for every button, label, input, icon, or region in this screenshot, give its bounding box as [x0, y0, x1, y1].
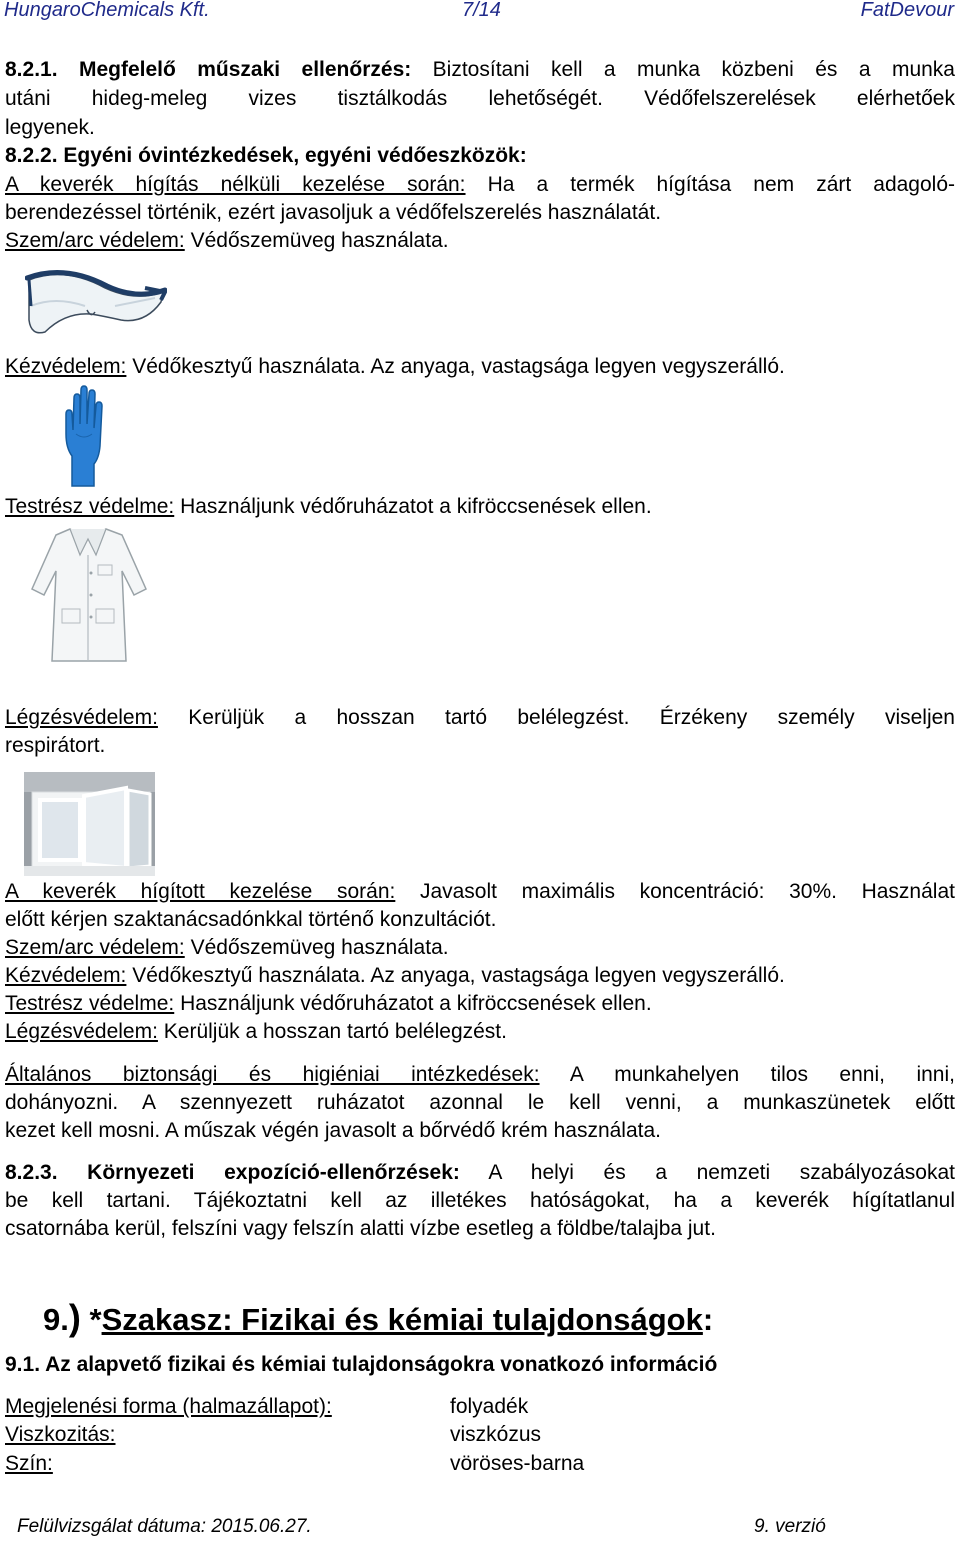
general-text1: A munkahelyen tilos enni, inni, [569, 1063, 955, 1086]
diluted-resp-label: Légzésvédelem: [5, 1020, 158, 1043]
diluted-body-text: Használjunk védőruházatot a kifröccsenések ellen. [180, 992, 652, 1015]
s823-text3: csatornába kerül, felszíni vagy felszín alatti vízbe esetleg a földbe/talajba jut. [5, 1217, 716, 1240]
diluted-text2: előtt kérjen szaktanácsadónkkal történő konzultációt. [5, 908, 497, 931]
diluted-body-label: Testrész védelme: [5, 992, 175, 1015]
diluted-hand-line [5, 962, 955, 990]
diluted-eye-text: Védőszemüveg használata. [190, 936, 449, 959]
section9-star: * [89, 1302, 102, 1337]
section9-paren: ) [68, 1297, 81, 1338]
hand-protection-text: Védőkesztyű használata. Az anyaga, vastagsága legyen vegyszerálló. [132, 355, 785, 378]
undiluted-label: A keverék hígítás nélküli kezelése során: [5, 173, 466, 196]
prop-color-label: Szín: [5, 1452, 53, 1475]
body-protection-text: Használjunk védőruházatot a kifröccsenések ellen. [180, 495, 652, 518]
eye-protection-line [5, 227, 955, 255]
s823-line1 [5, 1159, 955, 1187]
s823-title: Környezeti expozíció-ellenőrzések: [87, 1161, 460, 1184]
s821-line2: utáni hideg-meleg vizes tisztálkodás lehetőségét. Védőfelszerelések elérhetőek [5, 87, 955, 110]
section9-title: Szakasz: Fizikai és kémiai tulajdonságok [101, 1302, 703, 1337]
header-product-name: FatDevour [860, 0, 954, 21]
diluted-text1: Javasolt maximális koncentráció: 30%. Használat [419, 880, 955, 903]
general-text3: kezet kell mosni. A műszak végén javasolt a bőrvédő krém használata. [5, 1119, 662, 1142]
s823-number: 8.2.3. [5, 1161, 58, 1184]
resp-protection-text1: Kerüljük a hosszan tartó belélegzést. Érzékeny személy viseljen [188, 706, 955, 729]
footer-review-date: Felülvizsgálat dátuma: 2015.06.27. [17, 1516, 312, 1537]
general-label: Általános biztonsági és higiéniai intézkedések: [5, 1063, 540, 1086]
prop-appearance-value: folyadék [450, 1395, 529, 1418]
diluted-eye-line [5, 934, 955, 962]
prop-appearance-label: Megjelenési forma (halmazállapot): [5, 1395, 332, 1418]
undiluted-text2: berendezéssel történik, ezért javasoljuk a védőfelszerelés használatát. [5, 201, 662, 224]
s821-line1 [5, 56, 955, 84]
undiluted-text1: Ha a termék hígítása nem zárt adagoló- [487, 173, 956, 196]
lab-coat-icon [30, 525, 148, 663]
open-window-icon [24, 772, 155, 876]
s822-heading [5, 142, 955, 170]
resp-protection-label: Légzésvédelem: [5, 706, 158, 729]
diluted-eye-label: Szem/arc védelem: [5, 936, 185, 959]
prop-viscosity-value: viszkózus [450, 1423, 542, 1446]
diluted-body-line [5, 990, 955, 1018]
diluted-line1 [5, 878, 955, 906]
s821-number: 8.2.1. [5, 58, 58, 81]
diluted-label: A keverék hígított kezelése során: [5, 880, 396, 903]
hand-protection-label: Kézvédelem: [5, 355, 127, 378]
diluted-resp-line [5, 1018, 955, 1046]
diluted-hand-text: Védőkesztyű használata. Az anyaga, vastagsága legyen vegyszerálló. [132, 964, 785, 987]
s821-text1: Biztosítani kell a munka közbeni és a munka [432, 58, 955, 81]
eye-protection-text: Védőszemüveg használata. [190, 229, 449, 252]
section9-colon: : [702, 1302, 714, 1337]
s821-line3: legyenek. [5, 116, 95, 139]
eye-protection-label: Szem/arc védelem: [5, 229, 185, 252]
header-company: HungaroChemicals Kft. [4, 0, 210, 21]
diluted-hand-label: Kézvédelem: [5, 964, 127, 987]
header-page-number: 7/14 [462, 0, 501, 21]
section91-heading: 9.1. Az alapvető fizikai és kémiai tulajdonságokra vonatkozó információ [5, 1353, 718, 1376]
s823-text2: be kell tartani. Tájékoztatni kell az illetékes hatóságokat, ha a keverék hígítatlanul [5, 1189, 955, 1212]
s822-title: Egyéni óvintézkedések, egyéni védőeszközök: [63, 144, 527, 167]
general-text2: dohányozni. A szennyezett ruházatot azonnal le kell venni, a munkaszünetek előtt [5, 1091, 955, 1114]
section9-number: 9. [43, 1302, 69, 1337]
glove-icon [64, 384, 104, 488]
prop-viscosity-label: Viszkozitás: [5, 1423, 116, 1446]
s823-text1: A helyi és a nemzeti szabályozásokat [488, 1161, 955, 1184]
s822-undiluted-line1 [5, 171, 955, 199]
safety-goggles-icon [25, 266, 167, 340]
section9-heading [43, 1299, 713, 1339]
footer-version: 9. verzió [754, 1516, 826, 1537]
body-protection-label: Testrész védelme: [5, 495, 175, 518]
body-protection-line [5, 493, 955, 521]
resp-protection-text2: respirátort. [5, 734, 106, 757]
s822-number: 8.2.2. [5, 144, 58, 167]
resp-protection-line1 [5, 704, 955, 732]
hand-protection-line [5, 353, 955, 381]
prop-color-value: vöröses-barna [450, 1452, 585, 1475]
s821-title: Megfelelő műszaki ellenőrzés: [78, 58, 412, 81]
general-line1 [5, 1061, 955, 1089]
diluted-resp-text: Kerüljük a hosszan tartó belélegzést. [163, 1020, 507, 1043]
